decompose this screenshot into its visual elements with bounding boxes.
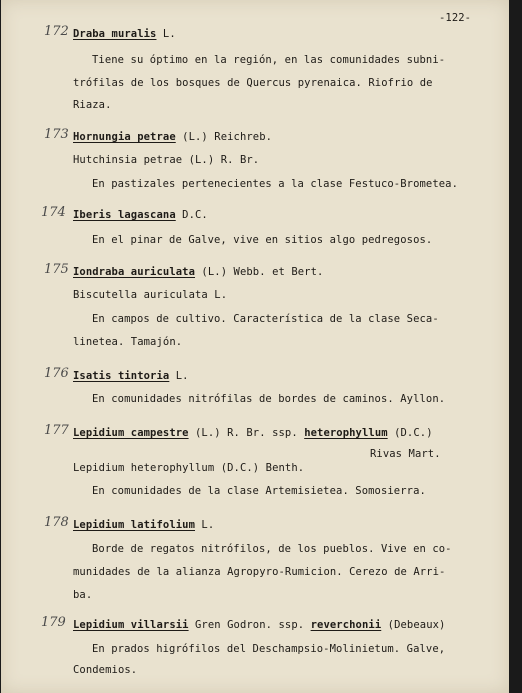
species-name: Draba muralis <box>73 28 157 40</box>
subspecies-author: (Debeaux) <box>381 619 446 631</box>
species-name: Iondraba auriculata <box>73 266 196 278</box>
species-author: (L.) Webb. et Bert. <box>195 266 324 278</box>
entry-number: 173 <box>44 127 69 142</box>
species-author: Gren Godron. ssp. <box>188 619 311 631</box>
subspecies-author: (D.C.) <box>387 427 433 439</box>
document-page <box>1 0 509 693</box>
species-heading <box>73 266 323 278</box>
description-line: munidades de la alianza Agropyro-Rumicion. Cerezo de Arri- <box>73 566 446 578</box>
description-line: Condemios. <box>73 664 138 676</box>
synonym-line: Lepidium heterophyllum (D.C.) Benth. <box>73 462 305 474</box>
description-line: En pastizales pertenecientes a la clase Festuco-Brometea. <box>92 178 459 190</box>
species-name: Lepidium villarsii <box>73 619 189 631</box>
species-author: D.C. <box>175 209 208 221</box>
species-name: Hornungia petrae <box>73 131 176 143</box>
entry-number: 178 <box>44 515 69 530</box>
species-name: Lepidium latifolium <box>73 519 196 531</box>
species-heading <box>73 619 445 631</box>
description-line: linetea. Tamajón. <box>73 336 183 348</box>
species-heading <box>73 370 189 382</box>
species-heading <box>73 131 272 143</box>
species-author: L. <box>156 28 176 40</box>
entry-number: 175 <box>44 262 69 277</box>
subspecies-name: reverchonii <box>310 619 382 631</box>
description-line: trófilas de los bosques de Quercus pyrenaica. Riofrio de <box>73 77 433 89</box>
entry-number: 174 <box>41 205 66 220</box>
description-line: En comunidades de la clase Artemisietea. Somosierra. <box>92 485 426 497</box>
entry-number: 177 <box>44 423 69 438</box>
species-author: L. <box>169 370 189 382</box>
subspecies-name: heterophyllum <box>304 427 388 439</box>
species-heading <box>73 209 208 221</box>
description-line: En campos de cultivo. Característica de la clase Seca- <box>92 313 439 325</box>
entry-number: 172 <box>44 24 69 39</box>
species-heading <box>73 28 176 40</box>
author-continuation: Rivas Mart. <box>370 448 441 460</box>
species-name: Iberis lagascana <box>73 209 176 221</box>
page-number: -122- <box>439 12 472 24</box>
description-line: En el pinar de Galve, vive en sitios algo pedregosos. <box>92 234 433 246</box>
synonym-line: Biscutella auriculata L. <box>73 289 228 301</box>
species-name: Lepidium campestre <box>73 427 189 439</box>
description-line: Borde de regatos nitrófilos, de los pueblos. Vive en co- <box>92 543 452 555</box>
description-line: Tiene su óptimo en la región, en las comunidades subni- <box>92 54 446 66</box>
description-line: Riaza. <box>73 99 112 111</box>
species-heading <box>73 519 214 531</box>
species-author: (L.) R. Br. ssp. <box>188 427 305 439</box>
species-name: Isatis tintoria <box>73 370 170 382</box>
species-heading <box>73 427 433 439</box>
entry-number: 179 <box>41 615 66 630</box>
description-line: En prados higrófilos del Deschampsio-Molinietum. Galve, <box>92 643 446 655</box>
species-author: L. <box>195 519 215 531</box>
entry-number: 176 <box>44 366 69 381</box>
description-line: ba. <box>73 589 93 601</box>
species-author: (L.) Reichreb. <box>175 131 273 143</box>
synonym-line: Hutchinsia petrae (L.) R. Br. <box>73 154 260 166</box>
description-line: En comunidades nitrófilas de bordes de caminos. Ayllon. <box>92 393 446 405</box>
